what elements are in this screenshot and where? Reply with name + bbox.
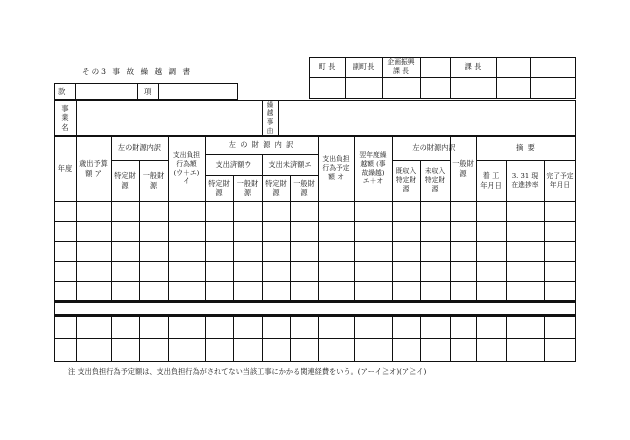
header-zumi-ippan: 一般財 源 xyxy=(236,178,259,197)
approval-planning-chief: 企画振興 課 長 xyxy=(387,58,415,75)
header-tokutei-zaigen: 特定財 源 xyxy=(114,171,136,190)
header-chakko: 着 工 年月日 xyxy=(480,171,502,190)
footnote: 注 支出負担行為予定額は、支出負担行為がされてない当該工事にかかる関連経費をいう。(アーイ≧オ)(ア≧イ) xyxy=(68,367,427,376)
form-title: その3 事 故 繰 越 調 書 xyxy=(82,67,193,76)
total-separator-bottom xyxy=(54,314,576,317)
header-zumi-tokutei: 特定財 源 xyxy=(208,178,230,197)
header-mi-tokutei: 特定財 源 xyxy=(265,178,287,197)
header-kishunyu-tokutei: 既収入 特定財 源 xyxy=(395,167,417,193)
kou-label: 項 xyxy=(144,87,152,96)
header-mishunyu-tokutei: 未収入 特定財 源 xyxy=(424,167,446,193)
header-saishutsu-yosan: 歳出予算 額 ア xyxy=(79,159,108,178)
header-zaigen-left: 左の財源内訳 xyxy=(117,143,162,153)
kurikoshi-jiyu-label: 繰 越 事 由 xyxy=(266,100,274,135)
approval-deputy-mayor: 副町長 xyxy=(352,62,375,72)
jigyomei-label: 事 業 名 xyxy=(61,103,69,132)
header-mi-ippan: 一般財 源 xyxy=(293,178,315,197)
header-shishutsu-futan: 支出負担 行為額 (ウ＋エ) イ xyxy=(172,150,201,186)
header-zaigen-group: 左 の 財 源 内 訳 xyxy=(228,140,295,150)
header-zaigen-right: 左の財源内訳 xyxy=(412,143,456,153)
approval-mayor: 町 長 xyxy=(318,62,336,72)
header-ippan-zaigen: 一般財 源 xyxy=(142,171,165,190)
header-shinchoku: 3. 31 現 在進捗率 xyxy=(511,171,539,189)
header-shishutsu-futan-yotei: 支出負担 行為予定 額 オ xyxy=(322,155,350,181)
approval-section-chief: 課 長 xyxy=(464,62,482,72)
header-ippan-zaigen2: 一般財 源 xyxy=(452,159,474,178)
header-kanryo-yotei: 完了予定 年月日 xyxy=(546,171,574,189)
header-shishutsu-mi: 支出未済額エ xyxy=(268,159,312,169)
header-shishutsu-zumi: 支出済額ウ xyxy=(215,159,252,169)
jigyo-row xyxy=(54,100,576,136)
header-nendo: 年度 xyxy=(57,163,73,173)
header-tekiyo: 摘 要 xyxy=(516,143,536,153)
kan-label: 款 xyxy=(58,87,66,96)
header-yokunendo-kurikoshi: 翌年度繰 越額 (事 故繰越) エ＋オ xyxy=(359,150,387,186)
